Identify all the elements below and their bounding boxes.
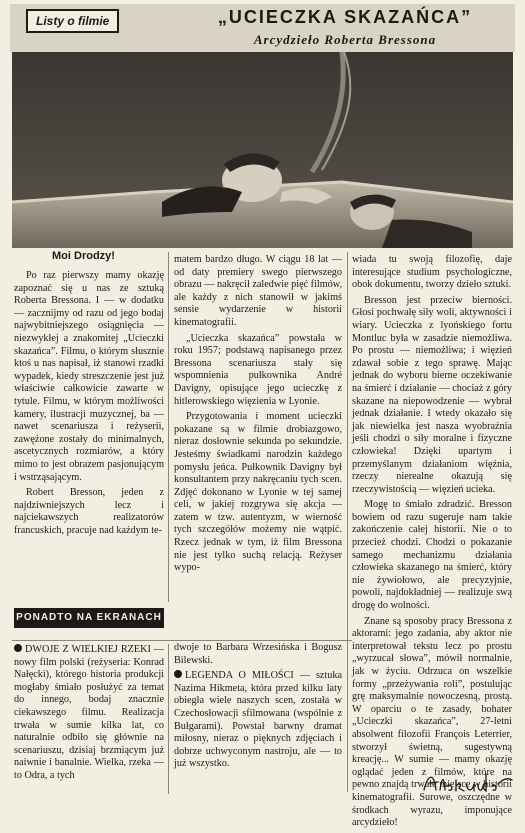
- column-divider: [168, 252, 169, 602]
- article-subtitle: Arcydzieło Roberta Bressona: [253, 32, 437, 47]
- section-divider: [12, 640, 352, 641]
- paragraph: „Ucieczka skazańca” powstała w roku 1957; podstawą napisanego przez Bressona scenariusza stały się wspomnienia pułkownika André Davigny, opisujące jego ucieczkę z hitlerowskiego więzienia w Lyonie.: [174, 332, 342, 407]
- article-column-1: [14, 270, 164, 540]
- review-item: [174, 670, 342, 771]
- review-column-2: [174, 642, 342, 774]
- article-column-2: [174, 254, 342, 578]
- paragraph: matem bardzo długo. W ciągu 18 lat — od daty premiery swego pierwszego obrazu — nakręcił zaledwie pięć filmów, ale każdy z nich stanowił w jakimś sensie wydarzenie w historii kinematografii.: [174, 254, 342, 328]
- paragraph: Robert Bresson, jeden z najdziwniejszych lecz i najciekawszych realizatorów francuskich, pracuje nad każdym te-: [14, 487, 164, 536]
- paragraph: Bresson jest przeciw bierności. Głosi pochwałę siły woli, aktywności i wiary. Ucieczka z lyońskiego fortu Montluc była w zasadzie niemożliwa. Po prostu — niemożliwa; i więzień zdawał sobie z tego sprawę. Mając jednak do wyboru bierne oczekiwanie na śmierć i działanie — chociaż z góry skazane na niepowodzenie — wybrał jednak działanie. I wtedy okazało się jak niewielka jest nasza wyobraźnia jeśli chodzi o siły moralne i fizyczne człowieka! Dzięki upartym i przemyślanym działaniom więźnia, rzeczy nierealne okazują się rzeczywistością — więzień ucieka.: [352, 294, 512, 495]
- review-text: DWOJE Z WIELKIEJ RZEKI — nowy film polski (reżyseria: Konrad Nałęcki), którego historia produkcji mogłaby śmiało posłużyć za temat do innego, bodaj znacznie ciekawszego filmu. Realizacja trwała w sumie kilka lat, co naturalnie odbiło się głównie na scenariuszu, dzisiaj brzmiącym już naiwnie i banalnie. Wielka, rzeka — to Odra, a tych: [14, 644, 164, 781]
- article-column-3: [352, 254, 512, 833]
- greeting: Moi Drodzy!: [52, 250, 115, 262]
- paragraph: wiada tu swoją filozofię, daje interesujące studium psychologiczne, obok dokumentu, tworzy dzieło sztuki.: [352, 254, 512, 291]
- paragraph: Przygotowania i moment ucieczki pokazane są w filmie drobiazgowo, nieraz dosłownie sekunda po sekundzie. Jesteśmy świadkami narodzin każdego pomysłu jeńca. Pułkownik Davigny był konsultantem przy nakręcaniu tych scen. Zdjęć dokonano w Lyonie w tej samej celi, w jakiej rozgrywa się akcja — zatem w tzw. autentyzm, w wierność tych szczegółów możemy nie wątpić. Rzecz jednak w tym, iż film Bressona nie jest tylko suchą relacją. Reżyser wypo-: [174, 411, 342, 574]
- column-kicker: Listy o filmie: [26, 9, 119, 33]
- paragraph: Mogę to śmiało zdradzić. Bresson bowiem od razu sugeruje nam takie zakończenie całej historii. Nie o to przecież chodzi. Chodzi o pokazanie samego mechanizmu działania człowieka skazanego na śmierć, który nie żywiołowo, ale precyzyjnie, powoli, najdokładniej — realizuje swą drogę do wolności.: [352, 499, 512, 612]
- bullet-icon: [174, 670, 182, 678]
- film-still-photo: [12, 52, 513, 248]
- review-item: [14, 644, 164, 783]
- review-text: LEGENDA O MIŁOŚCI — sztuka Nazima Hikmeta, która przed kilku laty obiegła wiele naszych scen, została w Czechosłowacji sfilmowana (wspólnie z Bułgarami). Powstał barwny dramat miłosny, nieraz o pięknych zdjęciach i dobrze uchwyconym nastroju, ale — to już wszystko.: [174, 670, 342, 770]
- section-banner: PONADTO NA EKRANACH: [14, 608, 164, 628]
- article-title: „UCIECZKA SKAZAŃCA”: [217, 7, 473, 27]
- review-continuation: dwoje to Barbara Wrzesińska i Bogusz Bilewski.: [174, 642, 342, 666]
- column-divider: [347, 252, 348, 792]
- signature-graphic: [420, 770, 515, 796]
- column-divider: [168, 644, 169, 794]
- paragraph: Po raz pierwszy mamy okazję zapoznać się u nas ze sztuką Roberta Bressona. I — w dodatku — zacznijmy od razu od jego bodaj najwybitniejszego osiągnięcia — niezwykłej a znakomitej „Ucieczki skazańca”. Filmu, o którym słusznie ktoś u nas napisał, iż stanowi rzadki wypadek, kiedy streszczenie jest już właściwie całkowicie zawarte w tytule. Filmu, w którym możliwości kamery, ilustracji muzycznej, ba — nawet scenariusza i reżyserii, zawężone zostały do minimalnych, ascetycznych rozmiarów, a który mimo to jest obrazem pasjonującym i wstrząsającym.: [14, 270, 164, 483]
- paragraph: Znane są sposoby pracy Bressona z aktorami: jego zadania, aby aktor nie interpretował tekstu lecz po prostu „wyrzucał słowa”, mówił normalnie, jak w życiu. Odrzuca on wszelkie formy „przeżywania roli”, postulując grę maksymalnie nowoczesną, prostą. W oparciu o te zasady, bohater „Ucieczki skazańca”, 27-letni absolwent filozofii François Leterrier, stworzył świetną, sugestywną kreację... W sumie — mamy okazję oglądać jeden z filmów, które na pewno znajdą trwałe miejsce w historii kinematografii. Surowe, oszczędne w środkach wyrazu, imponujące arcydzieło!: [352, 615, 512, 829]
- bullet-icon: [14, 644, 22, 652]
- article-header: [10, 4, 515, 52]
- author-signature: [420, 770, 515, 796]
- review-column-1: [14, 644, 164, 786]
